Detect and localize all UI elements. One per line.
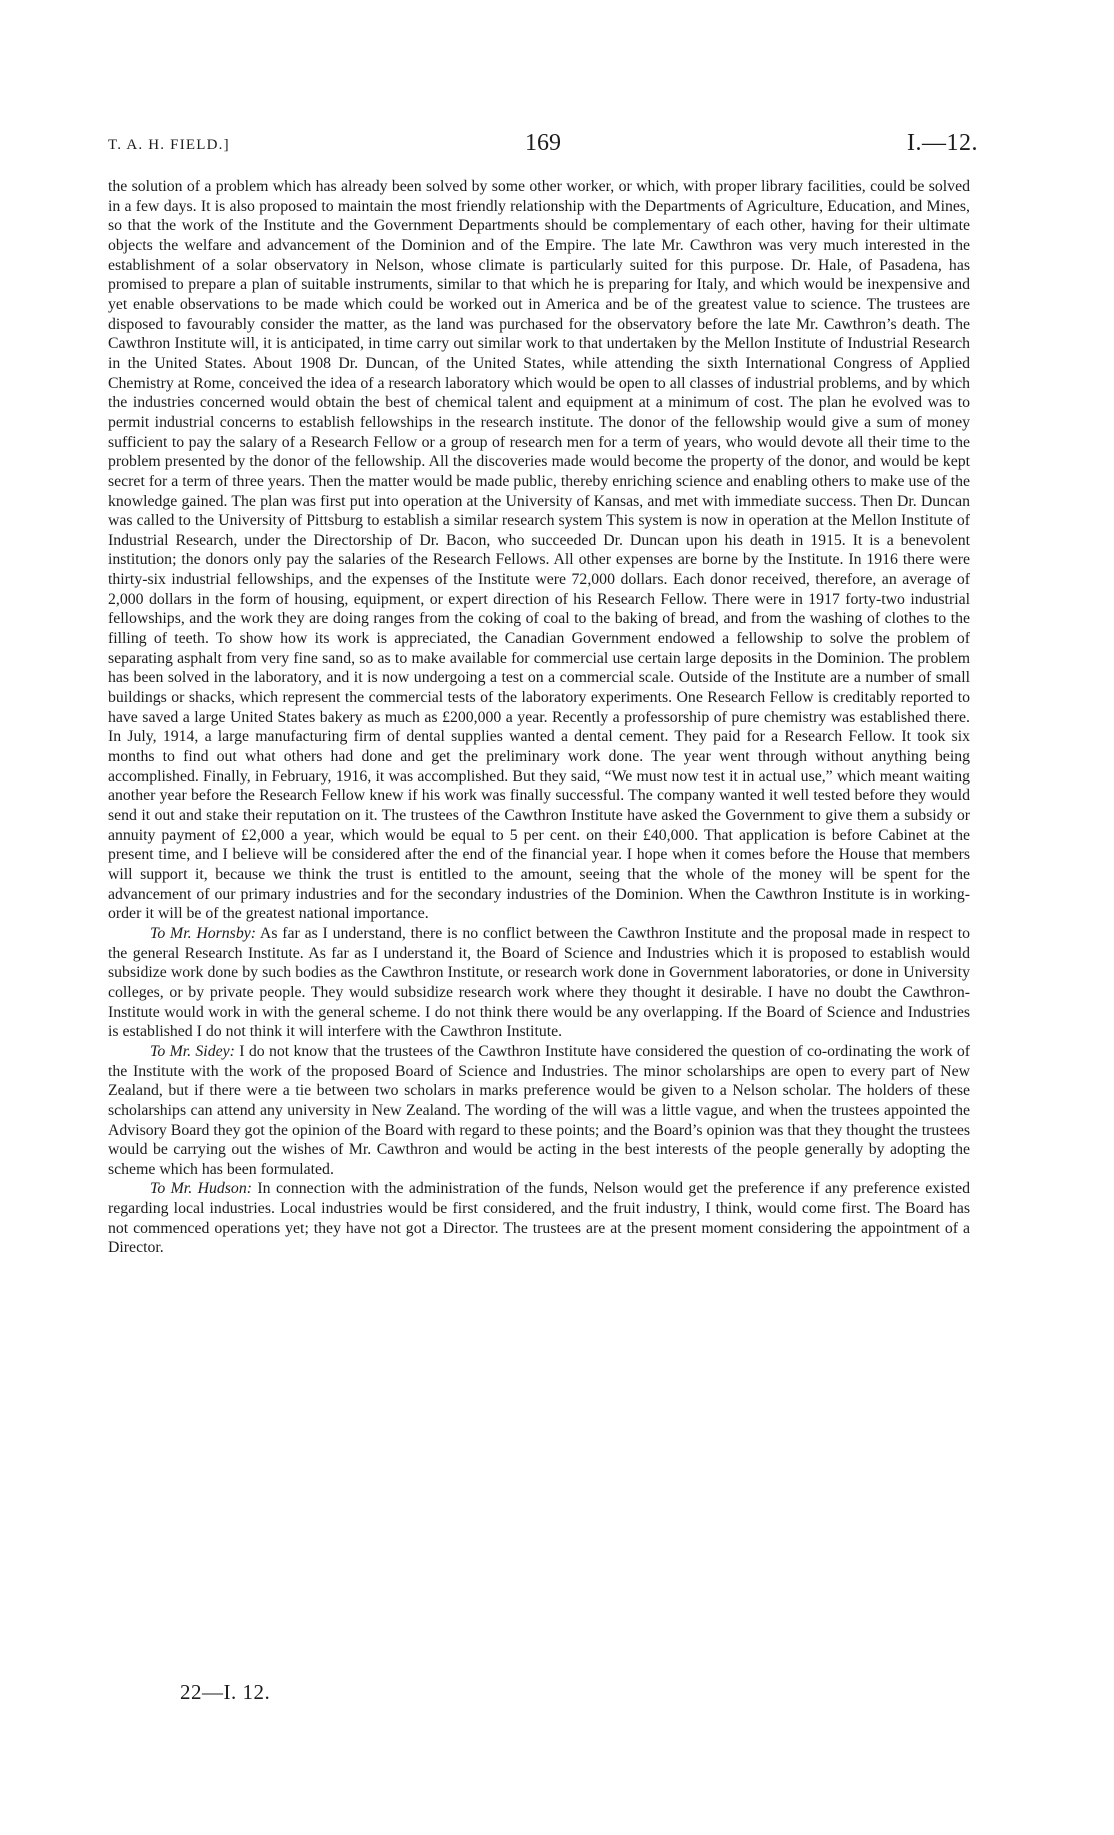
page-number: 169 — [525, 130, 561, 156]
speaker-label: To Mr. Sidey: — [150, 1042, 235, 1060]
signature-mark: 22—I. 12. — [180, 1680, 271, 1704]
speaker-label: To Mr. Hornsby: — [150, 924, 256, 942]
paragraph-text: the solution of a problem which has already been solved by some other worker, or which, with proper library facilities, could be solved in a few days. It is also proposed to maintain the most friendly relationship with the Departments of Agriculture, Education, and Mines, so that the work of the Institute and the Government Departments should be complementary of each other, having for their ultimate objects the welfare and advancement of the Dominion and of the Empire. The late Mr. Cawthron was very much interested in the establishment of a solar observatory in Nelson, whose climate is particularly suited for this purpose. Dr. Hale, of Pasadena, has promised to prepare a plan of suitable instruments, similar to that which he is preparing for Italy, and which would be inexpensive and yet enable observations to be made which could be worked out in America and be of the greatest value to science. The trustees are disposed to favourably consider the matter, as the land was purchased for the observatory before the late Mr. Cawthron’s death. The Cawthron Institute will, it is anticipated, in time carry out similar work to that undertaken by the Mellon Institute of Industrial Research in the United States. About 1908 Dr. Duncan, of the United States, while attending the sixth International Congress of Applied Chemistry at Rome, conceived the idea of a research laboratory which would be open to all classes of industrial problems, and by which the industries concerned would obtain the best of chemical talent and equipment at a minimum of cost. The plan he evolved was to permit industrial concerns to establish fellowships in the research institute. The donor of the fellowship would give a sum of money sufficient to pay the salary of a Research Fellow or a group of research men for a term of years, who would devote all their time to the problem presented by the donor of the fellowship. All the discoveries made would become the property of the donor, and would be kept secret for a term of three years. Then the matter would be made public, thereby enriching science and enabling others to make use of the knowledge gained. The plan was first put into operation at the University of Kansas, and met with immediate success. Then Dr. Duncan was called to the University of Pittsburg to establish a similar research system This system is now in operation at the Mellon Institute of Industrial Research, under the Directorship of Dr. Bacon, who succeeded Dr. Duncan upon his death in 1915. It is a benevolent institution; the donors only pay the salaries of the Research Fellows. All other expenses are borne by the Institute. In 1916 there were thirty-six industrial fellowships, and the expenses of the Institute were 72,000 dollars. Each donor received, therefore, an average of 2,000 dollars in the form of housing, equipment, or expert direction of his Research Fellow. There were in 1917 forty-two industrial fellowships, and the work they are doing ranges from the coking of coal to the baking of bread, and from the washing of clothes to the filling of teeth. To show how its work is appreciated, the Canadian Government endowed a fellowship to solve the problem of separating asphalt from very fine sand, so as to make available for commercial use certain large deposits in the Dominion. The problem has been solved in the laboratory, and it is now undergoing a test on a commercial scale. Outside of the Institute are a number of small buildings or shacks, which represent the commercial tests of the laboratory experiments. One Research Fellow is creditably reported to have saved a large United States bakery as much as £200,000 a year. Recently a professorship of pure chemistry was established there. In July, 1914, a large manufacturing firm of dental supplies wanted a dental cement. They paid for a Research Fellow. It took six months to find out what others had done and get the preliminary work done. The year went through without anything being accomplished. Finally, in February, 1916, it was accomplished. But they said, “We must now test it in actual use,” which meant waiting another year before the Research Fellow knew if his work was finally successful. The company wanted it well tested before they would send it out and stake their reputation on it. The trustees of the Cawthron Institute have asked the Government to give them a subsidy or annuity payment of £2,000 a year, which would be equal to 5 per cent. on their £40,000. That application is before Cabinet at the present time, and I believe will be considered after the end of the financial year. I hope when it comes before the House that members will support it, because we think the trust is entitled to the amount, seeing that the whole of the money will be spent for the advancement of our primary industries and for the secondary industries of the Dominion. When the Cawthron Institute is in working-order it will be of the greatest national importance. — [108, 178, 970, 923]
paragraph — [108, 924, 970, 1042]
paragraph — [108, 177, 970, 924]
running-header — [108, 130, 978, 164]
paragraph — [108, 1179, 970, 1258]
paragraph-text: I do not know that the trustees of the Cawthron Institute have considered the question of co-ordinating the work of the Institute with the work of the proposed Board of Science and Industries. The minor scholarships are open to every part of New Zealand, but if there were a tie between two scholars in marks preference would be given to a Nelson scholar. The holders of these scholarships can attend any university in New Zealand. The wording of the will was a little vague, and when the trustees appointed the Advisory Board they got the opinion of the Board with regard to these points; and the Board’s opinion was that they thought the trustees would be carrying out the wishes of Mr. Cawthron and would be acting in the best interests of the people generally by adopting the scheme which has been formulated. — [108, 1042, 971, 1178]
paragraph — [108, 1042, 970, 1180]
speaker-label: To Mr. Hudson: — [150, 1180, 252, 1198]
body-text — [108, 177, 970, 1258]
paragraph-text: As far as I understand, there is no conflict between the Cawthron Institute and the proposal made in respect to the general Research Institute. As far as I understand it, the Board of Science and Industries which it is proposed to establish would subsidize work done by such bodies as the Cawthron Institute, or research work done in Government laboratories, or done in University colleges, or by private people. They would subsidize research work where they thought it desirable. I have no doubt the Cawthron-Institute would work in with the general scheme. I do not think there would be any overlapping. If the Board of Science and Industries is established I do not think it will interfere with the Cawthron Institute. — [108, 924, 970, 1041]
paragraph-text: In connection with the administration of the funds, Nelson would get the preference if any preference existed regarding local industries. Local industries would be first considered, and the fruit industry, I think, would come first. The Board has not commenced operations yet; they have not got a Director. The trustees are at the present moment considering the appointment of a Director. — [108, 1180, 970, 1257]
paper-reference: I.—12. — [907, 130, 978, 156]
witness-name: T. A. H. FIELD.] — [108, 137, 230, 153]
